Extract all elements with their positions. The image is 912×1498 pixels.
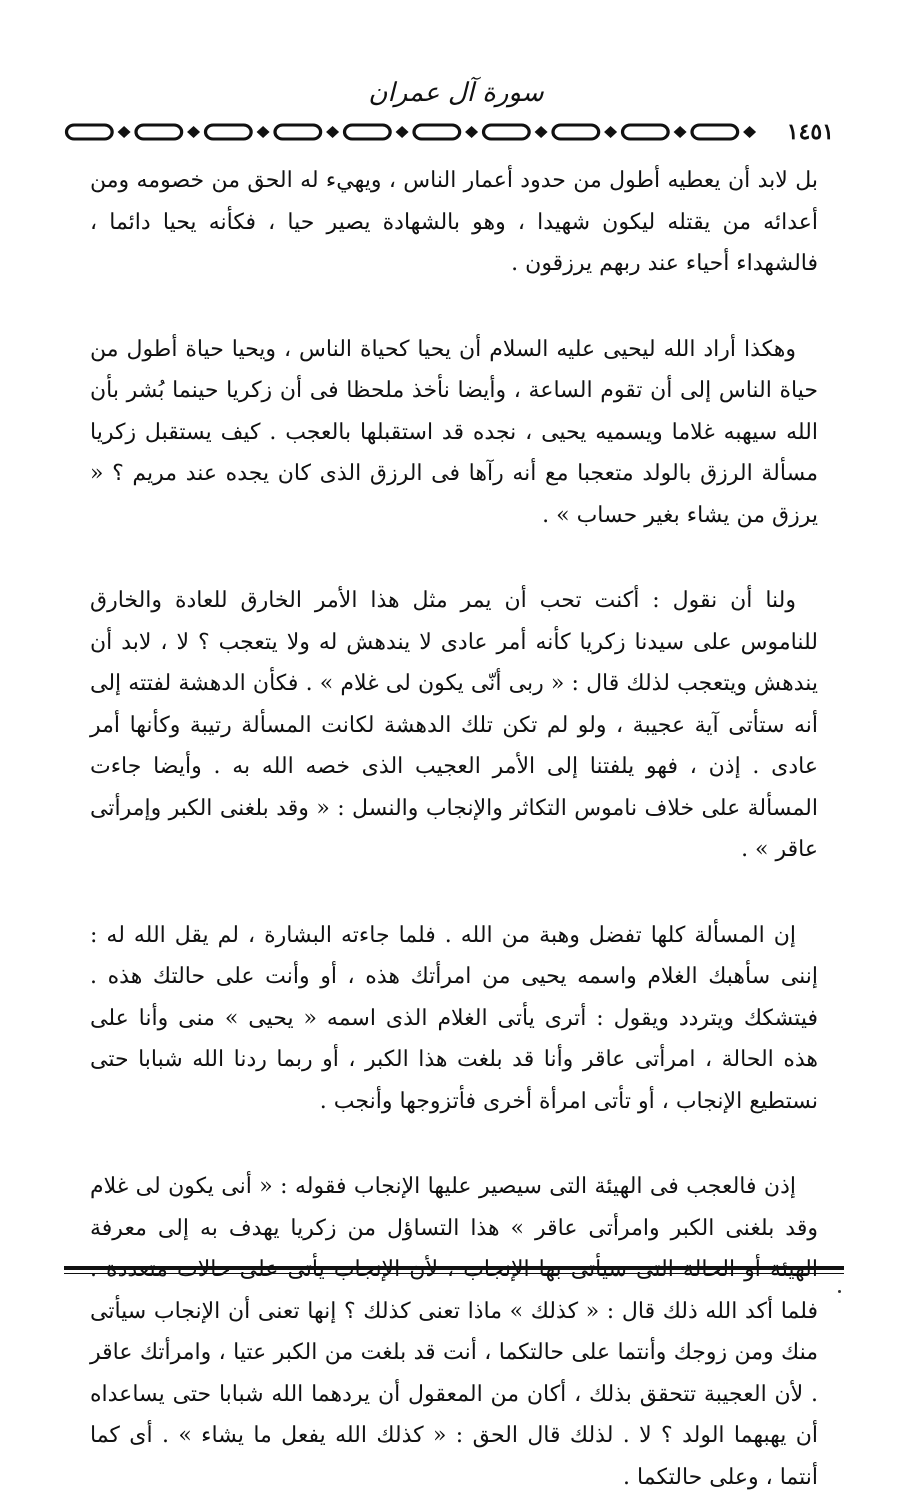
paragraph-3: ولنا أن نقول : أكنت تحب أن يمر مثل هذا الأمر الخارق للعادة والخارق للناموس على سيدنا زكريا كأنه أمر عادى لا يندهش له ولا يتعجب ؟ لا ، لابد أن يندهش ويتعجب لذلك قال : « ربى أنّى يكون لى غلام » . فكأن الدهشة لفتته إلى أنه ستأتى آية عجيبة ، ولو لم تكن تلك الدهشة لكانت المسألة رتيبة وكأنها أمر عادى . إذن ، فهو يلفتنا إلى الأمر العجيب الذى خصه الله به . وأيضا جاءت المسألة على خلاف ناموس التكاثر والإنجاب والنسل : « وقد بلغنى الكبر وإمرأتى عاقر » . [90, 588, 818, 862]
paragraph-5: إذن فالعجب فى الهيئة التى سيصير عليها الإنجاب فقوله : « أنى يكون لى غلام وقد بلغنى الكبر وامرأتى عاقر » هذا التساؤل من زكريا يهدف به إلى معرفة فلما أكد الله ذلك قال : « كذلك » ماذا تعنى كذلك ؟ إنها تعنى أن الإنجاب سيأتى منك ومن زوجك وأنتما على حالتكما ، أنت قد بلغت من الكبر عتيا ، وامرأتك عاقر . لأن العجيبة تتحقق بذلك ، أكان من المعقول أن يردهما الله شبابا حتى يساعداه أن يهبهما الولد ؟ لا . لذلك قال الحق : « كذلك الله يفعل ما يشاء » . أى كما أنتما ، وعلى حالتكما . [90, 1174, 818, 1490]
scan-speck [838, 1290, 841, 1293]
paragraph-4: إن المسألة كلها تفضل وهبة من الله . فلما جاءته البشارة ، لم يقل الله له : إننى سأهبك الغلام واسمه يحيى من امرأتك هذه ، أو وأنت على حالتك هذه . فيتشكك ويتردد ويقول : أترى يأتى الغلام الذى اسمه « يحيى » منى وأنا على هذه الحالة ، امرأتى عاقر وأنا قد بلغت هذا الكبر ، أو ربما ردنا الله شبابا حتى نستطيع الإنجاب ، أو تأتى امرأة أخرى فأتزوجها وأنجب . [90, 922, 818, 1114]
page-number: ١٤٥١ [786, 119, 834, 145]
surah-title: سورة آل عمران [368, 78, 544, 108]
footer-rule [64, 1266, 844, 1276]
ornamental-chain-border [60, 118, 777, 146]
body-text [90, 160, 818, 1498]
header-ornament-row [60, 118, 838, 146]
paragraph-1: بل لابد أن يعطيه أطول من حدود أعمار الناس ، ويهيء له الحق من خصومه ومن أعدائه من يقتله ليكون شهيدا ، وهو بالشهادة يصير حيا ، فكأنه يحيا دائما ، فالشهداء أحياء عند ربهم يرزقون . [90, 168, 818, 276]
footer-rule-thick-line [64, 1266, 844, 1270]
paragraph-2: وهكذا أراد الله ليحيى عليه السلام أن يحيا كحياة الناس ، ويحيا حياة أطول من حياة الناس إلى أن تقوم الساعة ، وأيضا نأخذ ملحظا فى أن زكريا حينما بُشر بأن الله سيهبه غلاما ويسميه يحيى ، نجده قد استقبلها بالعجب . كيف يستقبل زكريا مسألة الرزق بالولد متعجبا مع أنه رآها فى الرزق الذى كان يجده عند مريم ؟ « يرزق من يشاء بغير حساب » . [90, 336, 818, 528]
footer-rule-thin-line [64, 1273, 844, 1274]
